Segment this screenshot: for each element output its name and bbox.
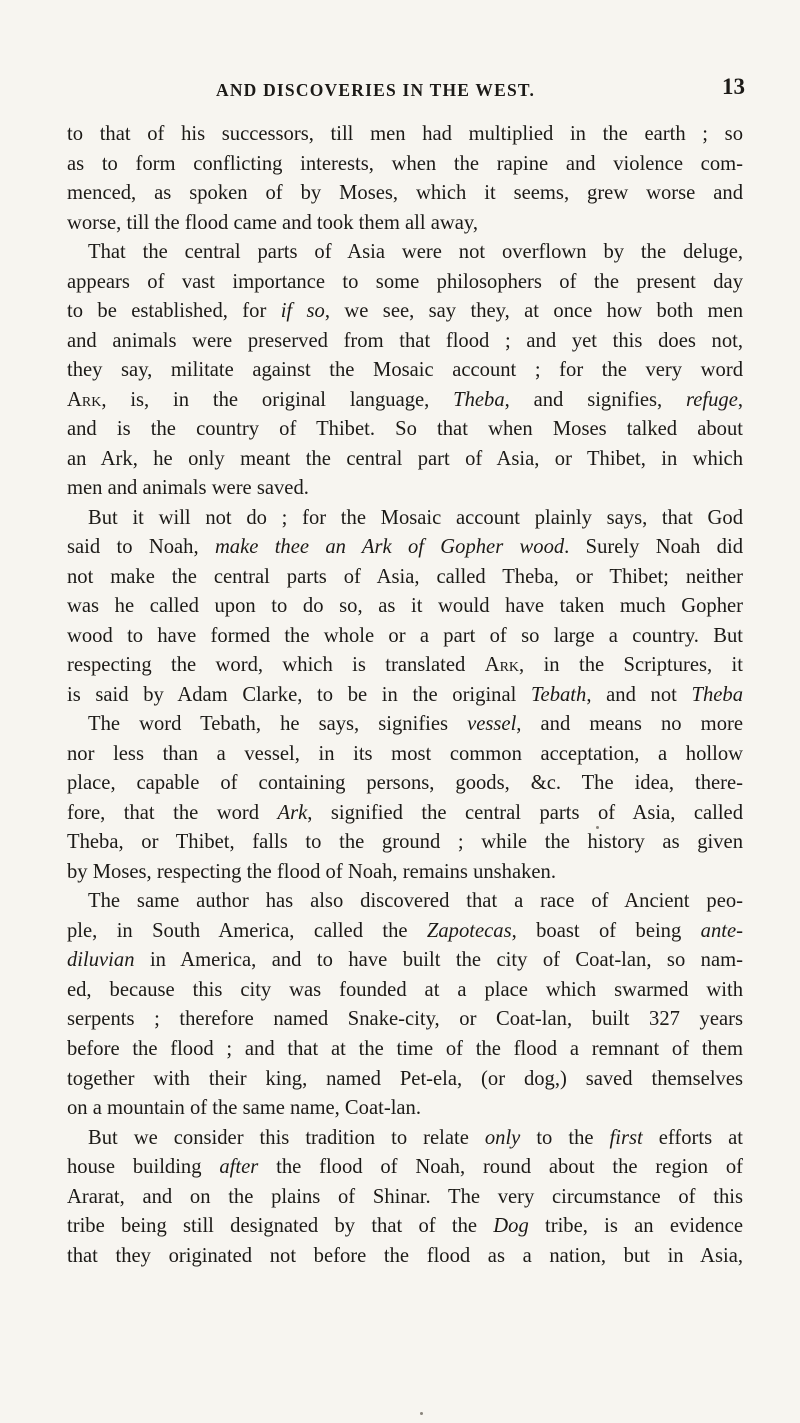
italic-text: Theba <box>691 683 743 706</box>
text-line <box>67 150 743 180</box>
text-segment: Theba, or Thibet, falls to the ground ; while the history as given <box>67 831 743 854</box>
text-segment: by Moses, respecting the flood of Noah, remains unshaken. <box>67 860 556 883</box>
text-line <box>67 1094 743 1124</box>
text-line <box>67 120 743 150</box>
text-line <box>67 1153 743 1183</box>
text-segment: , we see, say they, at once how both men <box>324 300 743 323</box>
text-segment: respecting the word, which is translated <box>67 654 485 677</box>
text-segment: they say, militate against the Mosaic account ; for the very word <box>67 359 743 382</box>
text-segment: place, capable of containing persons, goods, &c. The idea, there- <box>67 772 743 795</box>
text-line <box>67 1035 743 1065</box>
text-segment: The word Tebath, he says, signifies <box>88 713 468 736</box>
text-segment: , signified the central parts of Asia, called <box>307 801 743 824</box>
text-segment: the flood of Noah, round about the region of <box>258 1156 743 1179</box>
text-line <box>67 1183 743 1213</box>
text-segment: wood to have formed the whole or a part of so large a country. But <box>67 624 743 647</box>
text-segment: together with their king, named Pet-ela, (or dog,) saved themselves <box>67 1067 743 1090</box>
italic-text: refuge <box>685 388 738 411</box>
text-segment: fore, that the word <box>67 801 278 824</box>
text-line <box>67 1124 743 1154</box>
text-segment: not make the central parts of Asia, called Theba, or Thibet; neither <box>67 565 743 588</box>
text-line <box>67 268 743 298</box>
text-segment: The same author has also discovered that a race of Ancient peo- <box>88 890 743 913</box>
italic-text: diluvian <box>67 949 135 972</box>
text-segment: , and not <box>586 683 692 706</box>
text-segment: menced, as spoken of by Moses, which it seems, grew worse and <box>67 182 743 205</box>
text-line <box>67 917 743 947</box>
text-line <box>67 445 743 475</box>
text-segment: . Surely Noah did <box>564 536 743 559</box>
text-segment: , boast of being <box>511 919 701 942</box>
paper-speck <box>420 1412 423 1415</box>
text-segment: appears of vast importance to some philosophers of the present day <box>67 270 743 293</box>
text-line <box>67 533 743 563</box>
text-line <box>67 504 743 534</box>
text-line <box>67 563 743 593</box>
text-line <box>67 710 743 740</box>
text-segment: in America, and to have built the city of Coat-lan, so nam- <box>134 949 743 972</box>
text-line <box>67 828 743 858</box>
italic-text: ante- <box>700 919 743 942</box>
text-line <box>67 415 743 445</box>
italic-text: Theba <box>453 388 505 411</box>
text-line <box>67 356 743 386</box>
text-segment: tribe, is an evidence <box>528 1215 743 1238</box>
text-line <box>67 386 743 416</box>
text-segment: , in the Scriptures, it <box>519 654 743 677</box>
text-line <box>67 681 743 711</box>
text-segment: on a mountain of the same name, Coat-lan. <box>67 1097 421 1120</box>
text-line <box>67 1065 743 1095</box>
text-line <box>67 1242 743 1272</box>
text-segment: to be established, for <box>67 300 281 323</box>
page-number: 13 <box>722 74 745 99</box>
paper-speck <box>596 826 599 829</box>
text-line <box>67 1005 743 1035</box>
text-segment: serpents ; therefore named Snake-city, or Coat-lan, built 327 years <box>67 1008 743 1031</box>
italic-text: only <box>484 1126 521 1149</box>
text-segment: men and animals were saved. <box>67 477 309 500</box>
text-segment: Ararat, and on the plains of Shinar. The very circumstance of this <box>67 1185 743 1208</box>
text-line <box>67 238 743 268</box>
text-segment: house building <box>67 1156 220 1179</box>
text-segment: That the central parts of Asia were not overflown by the deluge, <box>88 241 743 264</box>
text-line <box>67 622 743 652</box>
text-segment: before the flood ; and that at the time of the flood a remnant of them <box>67 1037 743 1060</box>
text-segment: and animals were preserved from that flood ; and yet this does not, <box>67 329 743 352</box>
text-segment: an Ark, he only meant the central part of Asia, or Thibet, in which <box>67 447 743 470</box>
text-segment: But we consider this tradition to relate <box>88 1126 485 1149</box>
text-line <box>67 209 743 239</box>
text-segment: to the <box>520 1126 610 1149</box>
text-line <box>67 474 743 504</box>
italic-text: after <box>219 1156 259 1179</box>
italic-text: Tebath <box>531 683 587 706</box>
text-segment: was he called upon to do so, as it would have taken much Gopher <box>67 595 743 618</box>
text-segment: worse, till the flood came and took them all away, <box>67 211 478 234</box>
italic-text: if so <box>280 300 325 323</box>
italic-text: Ark <box>277 801 308 824</box>
text-line <box>67 946 743 976</box>
text-line <box>67 887 743 917</box>
italic-text: Zapotecas <box>426 919 512 942</box>
italic-text: make thee an Ark of Gopher wood <box>214 536 565 559</box>
italic-text: vessel <box>467 713 517 736</box>
text-line <box>67 769 743 799</box>
text-line <box>67 799 743 829</box>
text-segment: efforts at <box>642 1126 743 1149</box>
text-segment: and is the country of Thibet. So that when Moses talked about <box>67 418 743 441</box>
text-line <box>67 858 743 888</box>
text-segment: ple, in South America, called the <box>67 919 427 942</box>
running-head: AND DISCOVERIES IN THE WEST. <box>216 80 536 100</box>
text-line <box>67 327 743 357</box>
text-line <box>67 592 743 622</box>
text-segment: tribe being still designated by that of the <box>67 1215 494 1238</box>
text-segment: to that of his successors, till men had multiplied in the earth ; so <box>67 123 743 145</box>
text-segment: is said by Adam Clarke, to be in the original <box>67 683 531 706</box>
text-segment: , and signifies, <box>504 388 686 411</box>
text-segment: , <box>737 388 743 411</box>
text-segment: , is, in the original language, <box>101 388 454 411</box>
text-line <box>67 740 743 770</box>
text-segment: ed, because this city was founded at a place which swarmed with <box>67 978 743 1001</box>
body-text <box>67 120 743 1271</box>
text-segment: nor less than a vessel, in its most common acceptation, a hollow <box>67 742 743 765</box>
italic-text: first <box>609 1126 643 1149</box>
text-segment: as to form conflicting interests, when the rapine and violence com- <box>67 152 743 175</box>
small-caps-text: Ark <box>484 654 520 677</box>
text-segment: But it will not do ; for the Mosaic account plainly says, that God <box>88 506 743 529</box>
text-segment: , and means no more <box>516 713 743 736</box>
text-line <box>67 976 743 1006</box>
text-line <box>67 179 743 209</box>
small-caps-text: Ark <box>67 388 102 411</box>
text-line <box>67 651 743 681</box>
italic-text: Dog <box>493 1215 529 1238</box>
text-segment: said to Noah, <box>67 536 215 559</box>
text-line <box>67 1212 743 1242</box>
text-segment: that they originated not before the flood as a nation, but in Asia, <box>67 1244 743 1267</box>
text-line <box>67 297 743 327</box>
